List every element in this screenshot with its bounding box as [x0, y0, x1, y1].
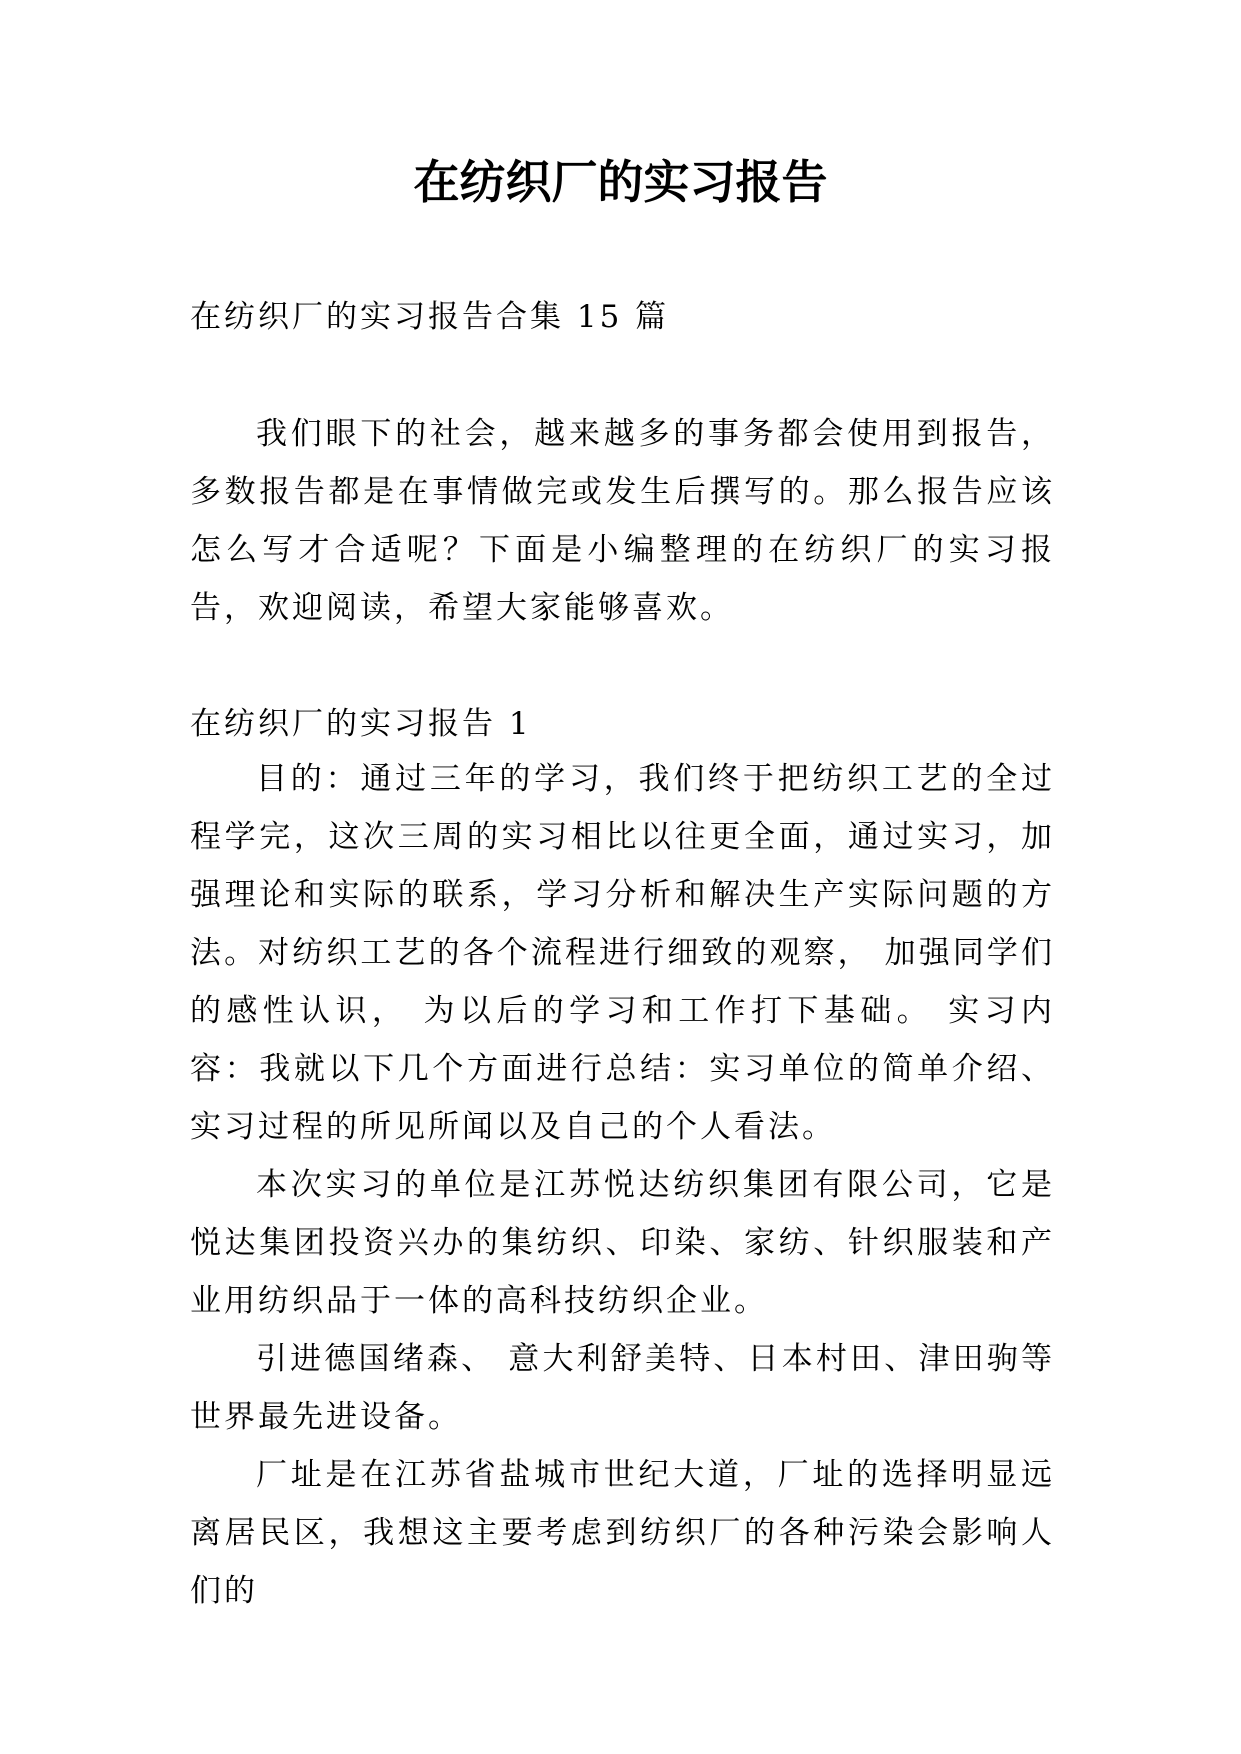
document-subtitle: 在纺织厂的实习报告合集 15 篇 [190, 299, 670, 335]
intro-paragraph: 我们眼下的社会，越来越多的事务都会使用到报告，多数报告都是在事情做完或发生后撰写的。那么报告应该怎么写才合适呢？下面是小编整理的在纺织厂的实习报告，欢迎阅读，希望大家能够喜欢。 [190, 416, 1055, 626]
body-paragraph: 厂址是在江苏省盐城市世纪大道，厂址的选择明显远离居民区，我想这主要考虑到纺织厂的各种污染会影响人们的 [190, 1457, 1055, 1609]
body-paragraph: 目的：通过三年的学习，我们终于把纺织工艺的全过程学完，这次三周的实习相比以往更全面，通过实习，加强理论和实际的联系，学习分析和解决生产实际问题的方法。对纺织工艺的各个流程进行细致的观察， 加强同学们的感性认识， 为以后的学习和工作打下基础。 实习内容：我就以下几个方面进行总结：实习单位的简单介绍、实习过程的所见所闻以及自己的个人看法。 [190, 761, 1055, 1145]
section-heading: 在纺织厂的实习报告 1 [190, 706, 532, 742]
section-body [190, 750, 1055, 1620]
body-paragraph: 引进德国绪森、 意大利舒美特、日本村田、津田驹等世界最先进设备。 [190, 1341, 1055, 1435]
body-paragraph: 本次实习的单位是江苏悦达纺织集团有限公司，它是悦达集团投资兴办的集纺织、印染、家纺、针织服装和产业用纺织品于一体的高科技纺织企业。 [190, 1167, 1055, 1319]
document-title: 在纺织厂的实习报告 [413, 155, 828, 209]
